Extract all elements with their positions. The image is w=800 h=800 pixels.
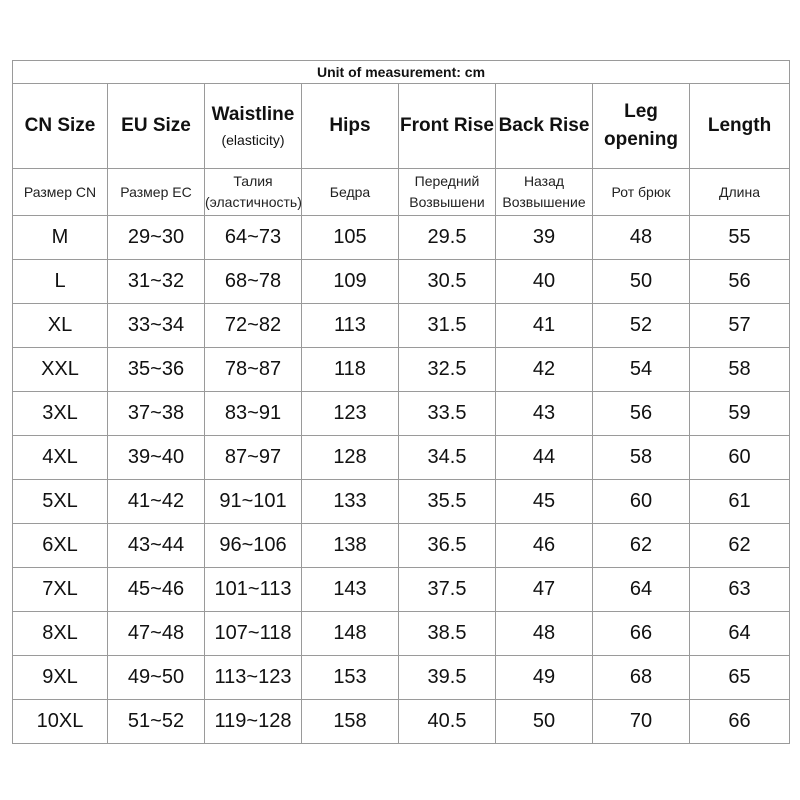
header-cell-ru: Передний Возвышени: [399, 169, 496, 216]
table-cell: 62: [690, 524, 790, 568]
table-cell: 47: [496, 568, 593, 612]
header-title: EU Size: [121, 115, 191, 136]
table-cell: 63: [690, 568, 790, 612]
header-cell-ru: Бедра: [302, 169, 399, 216]
header-cell-ru: Размер EC: [108, 169, 205, 216]
table-cell: 29.5: [399, 216, 496, 260]
table-cell: XXL: [13, 348, 108, 392]
table-cell: 38.5: [399, 612, 496, 656]
table-cell: M: [13, 216, 108, 260]
header-cell-ru: Талия (эластичность): [205, 169, 302, 216]
table-cell: 37~38: [108, 392, 205, 436]
table-row: [13, 656, 790, 700]
header-subtitle: (elasticity): [221, 132, 285, 148]
table-cell: 50: [593, 260, 690, 304]
table-cell: 65: [690, 656, 790, 700]
table-cell: 64: [593, 568, 690, 612]
table-cell: 101~113: [205, 568, 302, 612]
table-cell: 143: [302, 568, 399, 612]
table-cell: 9XL: [13, 656, 108, 700]
table-cell: 72~82: [205, 304, 302, 348]
table-row: [13, 304, 790, 348]
table-row: [13, 524, 790, 568]
table-cell: 66: [690, 700, 790, 744]
table-row: [13, 216, 790, 260]
table-cell: 40.5: [399, 700, 496, 744]
table-cell: 33.5: [399, 392, 496, 436]
table-cell: 78~87: [205, 348, 302, 392]
table-cell: 3XL: [13, 392, 108, 436]
table-cell: 58: [690, 348, 790, 392]
table-cell: 8XL: [13, 612, 108, 656]
table-cell: 32.5: [399, 348, 496, 392]
table-cell: 153: [302, 656, 399, 700]
table-cell: 119~128: [205, 700, 302, 744]
table-cell: 34.5: [399, 436, 496, 480]
header-row-ru: [13, 169, 790, 216]
table-cell: 70: [593, 700, 690, 744]
table-row: [13, 436, 790, 480]
table-cell: 41~42: [108, 480, 205, 524]
header-row-en: [13, 84, 790, 169]
table-cell: 60: [593, 480, 690, 524]
header-title: Front Rise: [400, 115, 494, 136]
header-title: Length: [707, 115, 772, 136]
table-cell: 48: [593, 216, 690, 260]
table-cell: 87~97: [205, 436, 302, 480]
table-cell: 91~101: [205, 480, 302, 524]
header-cell: [496, 84, 593, 169]
table-cell: 43: [496, 392, 593, 436]
table-row: [13, 612, 790, 656]
table-cell: 45~46: [108, 568, 205, 612]
table-row: [13, 568, 790, 612]
table-cell: 107~118: [205, 612, 302, 656]
table-cell: 45: [496, 480, 593, 524]
table-cell: 55: [690, 216, 790, 260]
table-cell: 35.5: [399, 480, 496, 524]
table-cell: 59: [690, 392, 790, 436]
table-cell: 58: [593, 436, 690, 480]
header-cell-ru: Рот брюк: [593, 169, 690, 216]
table-cell: 33~34: [108, 304, 205, 348]
table-cell: 7XL: [13, 568, 108, 612]
table-cell: 49~50: [108, 656, 205, 700]
table-cell: 68~78: [205, 260, 302, 304]
header-title: Back Rise: [498, 115, 590, 136]
table-cell: 68: [593, 656, 690, 700]
table-cell: 57: [690, 304, 790, 348]
table-cell: 96~106: [205, 524, 302, 568]
table-cell: 39~40: [108, 436, 205, 480]
table-cell: 113: [302, 304, 399, 348]
table-cell: 40: [496, 260, 593, 304]
header-cell-ru: Размер CN: [13, 169, 108, 216]
table-cell: 56: [593, 392, 690, 436]
table-row: [13, 480, 790, 524]
table-cell: 62: [593, 524, 690, 568]
unit-row: [13, 61, 790, 84]
table-cell: 123: [302, 392, 399, 436]
size-chart-table: [12, 60, 790, 744]
table-cell: 148: [302, 612, 399, 656]
header-cell: [13, 84, 108, 169]
header-cell: [108, 84, 205, 169]
table-cell: 118: [302, 348, 399, 392]
header-cell: [593, 84, 690, 169]
table-cell: 29~30: [108, 216, 205, 260]
table-cell: 6XL: [13, 524, 108, 568]
header-cell: [302, 84, 399, 169]
table-cell: 60: [690, 436, 790, 480]
table-cell: 39.5: [399, 656, 496, 700]
table-cell: 46: [496, 524, 593, 568]
header-cell: [205, 84, 302, 169]
table-cell: 37.5: [399, 568, 496, 612]
table-cell: 5XL: [13, 480, 108, 524]
table-cell: 35~36: [108, 348, 205, 392]
table-cell: 138: [302, 524, 399, 568]
table-cell: 10XL: [13, 700, 108, 744]
table-cell: 64~73: [205, 216, 302, 260]
header-cell-ru: Назад Возвышение: [496, 169, 593, 216]
table-cell: 128: [302, 436, 399, 480]
table-cell: 30.5: [399, 260, 496, 304]
table-cell: 158: [302, 700, 399, 744]
table-cell: 47~48: [108, 612, 205, 656]
table-cell: 105: [302, 216, 399, 260]
header-cell-ru: Длина: [690, 169, 790, 216]
table-cell: 44: [496, 436, 593, 480]
table-cell: 48: [496, 612, 593, 656]
table-cell: 51~52: [108, 700, 205, 744]
table-cell: 109: [302, 260, 399, 304]
table-cell: 64: [690, 612, 790, 656]
table-cell: 61: [690, 480, 790, 524]
table-cell: 52: [593, 304, 690, 348]
table-row: [13, 392, 790, 436]
header-cell: [690, 84, 790, 169]
table-cell: XL: [13, 304, 108, 348]
table-cell: L: [13, 260, 108, 304]
header-cell: [399, 84, 496, 169]
table-cell: 113~123: [205, 656, 302, 700]
unit-label: Unit of measurement: cm: [13, 61, 790, 84]
table-cell: 31~32: [108, 260, 205, 304]
table-cell: 4XL: [13, 436, 108, 480]
header-title: Waistline: [211, 104, 295, 125]
table-cell: 41: [496, 304, 593, 348]
table-cell: 50: [496, 700, 593, 744]
table-cell: 42: [496, 348, 593, 392]
header-title: Hips: [329, 115, 371, 136]
table-cell: 133: [302, 480, 399, 524]
table-row: [13, 700, 790, 744]
table-cell: 36.5: [399, 524, 496, 568]
table-row: [13, 260, 790, 304]
table-row: [13, 348, 790, 392]
table-cell: 66: [593, 612, 690, 656]
table-cell: 43~44: [108, 524, 205, 568]
table-cell: 49: [496, 656, 593, 700]
table-cell: 83~91: [205, 392, 302, 436]
table-cell: 56: [690, 260, 790, 304]
header-title: Leg opening: [604, 101, 678, 150]
table-cell: 31.5: [399, 304, 496, 348]
table-cell: 39: [496, 216, 593, 260]
header-title: CN Size: [24, 115, 96, 136]
table-cell: 54: [593, 348, 690, 392]
